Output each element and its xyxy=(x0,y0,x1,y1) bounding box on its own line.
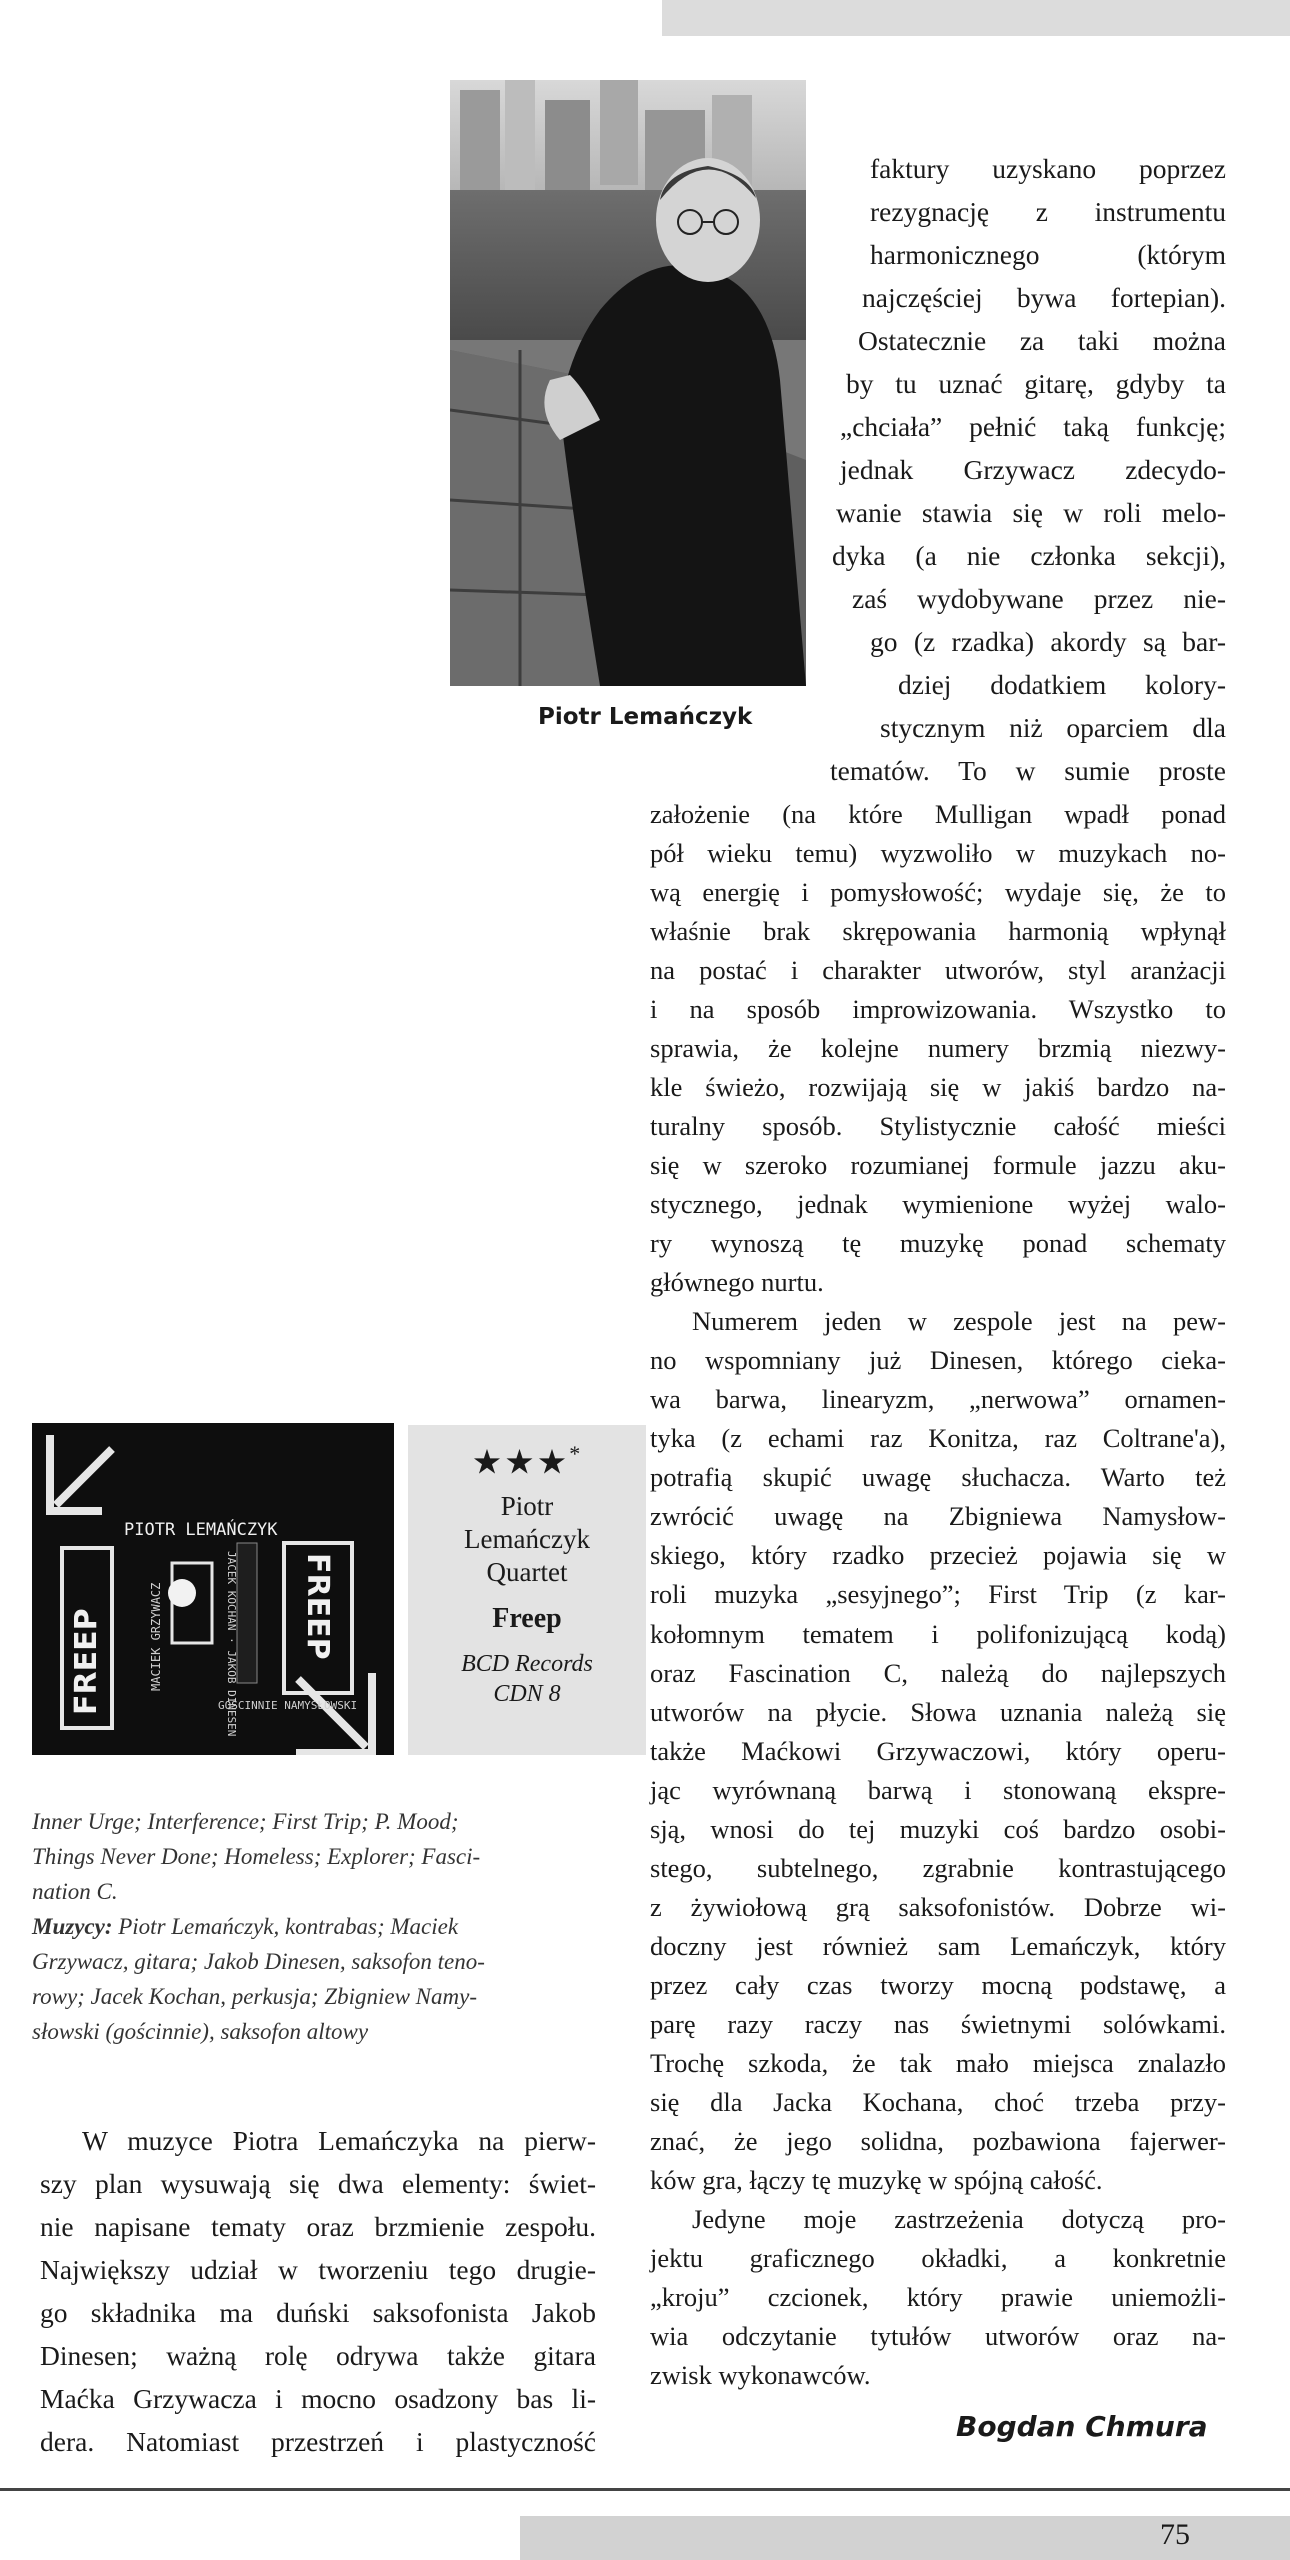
text-line: właśnie brak skrępowania harmonią wpłynął xyxy=(650,916,1226,946)
text-line: no wspomniany już Dinesen, którego cieka- xyxy=(650,1345,1226,1375)
text-line: jąc wyrównaną barwą i stonowaną ekspre- xyxy=(650,1775,1226,1805)
album-info-box xyxy=(408,1425,646,1755)
text-line: roli muzyka „sesyjnego”; First Trip (z kar- xyxy=(650,1579,1226,1609)
text-line: Ostatecznie za taki można xyxy=(858,325,1226,356)
text-line: by tu uznać gitarę, gdyby ta xyxy=(846,368,1226,399)
text-line: na postać i charakter utworów, styl aranżacji xyxy=(650,955,1226,985)
text-line: „kroju” czcionek, który prawie uniemożli- xyxy=(650,2282,1226,2312)
author-photo xyxy=(450,80,806,686)
text-line: Maćka Grzywacza i mocno osadzony bas li- xyxy=(40,2383,596,2414)
cover-title-left: FREEP xyxy=(69,1608,104,1715)
text-line: W muzyce Piotra Lemańczyka na pierw- xyxy=(82,2125,596,2156)
text-line: „chciała” pełnić taką funkcję; xyxy=(840,411,1226,442)
text-line: Dinesen; ważną rolę odrywa także gitara xyxy=(40,2340,596,2371)
musicians-line: Muzycy: Piotr Lemańczyk, kontrabas; Maciek xyxy=(32,1914,459,1939)
text-line: wa barwa, linearyzm, „nerwowa” ornamen- xyxy=(650,1384,1226,1414)
text-line: stycznego, jednak wymienione wyżej walo- xyxy=(650,1189,1226,1219)
text-line: także Maćkowi Grzywaczowi, który operu- xyxy=(650,1736,1226,1766)
photo-caption: Piotr Lemańczyk xyxy=(538,704,753,730)
text-line: tematów. To w sumie proste xyxy=(830,755,1226,786)
musicians-list xyxy=(32,1909,592,2049)
text-line: kle świeżo, rozwijają się w jakiś bardzo na- xyxy=(650,1072,1226,1102)
text-line: doczny jest również sam Lemańczyk, który xyxy=(650,1931,1226,1961)
text-line: potrafią skupić uwagę słuchacza. Warto też xyxy=(650,1462,1226,1492)
text-line: tyka (z echami raz Konitza, raz Coltrane'a), xyxy=(650,1423,1226,1453)
text-line: parę razy raczy nas świetnymi solówkami. xyxy=(650,2009,1226,2039)
text-line: rezygnację z instrumentu xyxy=(870,196,1226,227)
text-line: Jedyne moje zastrzeżenia dotyczą pro- xyxy=(692,2204,1226,2234)
text-line: jednak Grzywacz zdecydo- xyxy=(840,454,1226,485)
text-line: kołomnym tematem i polifonizującą kodą) xyxy=(650,1619,1226,1649)
text-line: go (z rzadka) akordy są bar- xyxy=(870,626,1226,657)
text-line: się w szeroko rozumianej formule jazzu aku- xyxy=(650,1150,1226,1180)
text-line: dziej dodatkiem kolory- xyxy=(898,669,1226,700)
cover-guest-text: GOŚCINNIE NAMYSŁOWSKI xyxy=(218,1699,358,1712)
text-line: szy plan wysuwają się dwa elementy: świet- xyxy=(40,2168,596,2199)
text-line: dyka (a nie członka sekcji), xyxy=(832,540,1226,571)
page-number: 75 xyxy=(1160,2518,1190,2551)
text-line: założenie (na które Mulligan wpadł ponad xyxy=(650,799,1226,829)
track-line: nation C. xyxy=(32,1879,118,1904)
text-line: sją, wnosi do tej muzyki coś bardzo osobi- xyxy=(650,1814,1226,1844)
cover-band-text: PIOTR LEMAŃCZYK xyxy=(124,1520,278,1540)
cover-names-text: MACIEK GRZYWACZ xyxy=(149,1582,163,1691)
text-line: sprawia, że kolejne numery brzmią niezwy- xyxy=(650,1033,1226,1063)
cover-title-right: FREEP xyxy=(300,1553,335,1660)
musicians-line: rowy; Jacek Kochan, perkusja; Zbigniew Namy- xyxy=(32,1984,477,2009)
text-line: harmonicznego (którym xyxy=(870,239,1226,270)
label-line: CDN 8 xyxy=(493,1681,561,1708)
text-line: nie napisane tematy oraz brzmienie zespołu. xyxy=(40,2211,596,2242)
track-line: Inner Urge; Interference; First Trip; P. Mood; xyxy=(32,1809,459,1834)
text-line: Numerem jeden w zespole jest na pew- xyxy=(692,1306,1226,1336)
header-gray-band xyxy=(662,0,1290,36)
text-line: skiego, który rzadko przecież pojawia się w xyxy=(650,1540,1226,1570)
text-line: go składnika ma duński saksofonista Jakob xyxy=(40,2297,596,2328)
album-artist xyxy=(408,1490,646,1589)
text-line: zwisk wykonawców. xyxy=(650,2360,871,2390)
text-line: się dla Jacka Kochana, choć trzeba przy- xyxy=(650,2087,1226,2117)
record-label xyxy=(408,1649,646,1709)
text-line: wanie stawia się w roli melo- xyxy=(836,497,1226,528)
author-signature: Bogdan Chmura xyxy=(956,2410,1208,2443)
text-line: dera. Natomiast przestrzeń i plastyczność xyxy=(40,2426,596,2457)
text-line: Trochę szkoda, że tak mało miejsca znalazło xyxy=(650,2048,1226,2078)
footer-rule xyxy=(0,2488,1290,2491)
track-list xyxy=(32,1804,592,1909)
text-line: oraz Fascination C, należą do najlepszych xyxy=(650,1658,1226,1688)
text-line: najczęściej bywa fortepian). xyxy=(862,282,1226,313)
text-line: faktury uzyskano poprzez xyxy=(870,153,1226,184)
text-line: ków gra, łączy tę muzykę w spójną całość. xyxy=(650,2165,1103,2195)
text-line: z żywiołową grą saksofonistów. Dobrze wi- xyxy=(650,1892,1226,1922)
text-line: pół wieku temu) wyzwoliło w muzykach no- xyxy=(650,838,1226,868)
artist-line: Quartet xyxy=(486,1557,568,1588)
label-line: BCD Records xyxy=(461,1651,593,1678)
track-line: Things Never Done; Homeless; Explorer; Fasci- xyxy=(32,1844,481,1869)
text-line: turalny sposób. Stylistycznie całość mieści xyxy=(650,1111,1226,1141)
text-line: utworów na płycie. Słowa uznania należą się xyxy=(650,1697,1226,1727)
text-line: ry wynoszą tę muzykę ponad schematy xyxy=(650,1228,1226,1258)
artist-line: Lemańczyk xyxy=(464,1524,590,1555)
half-star-icon: * xyxy=(569,1441,583,1466)
album-cover xyxy=(32,1423,394,1755)
text-line: zaś wydobywane przez nie- xyxy=(852,583,1226,614)
rating-stars xyxy=(408,1441,646,1482)
text-line: znać, że jego solidna, pozbawiona fajerwer- xyxy=(650,2126,1226,2156)
text-line: stego, subtelnego, zgrabnie kontrastującego xyxy=(650,1853,1226,1883)
text-line: zwrócić uwagę na Zbigniewa Namysłow- xyxy=(650,1501,1226,1531)
musicians-label: Muzycy: xyxy=(32,1914,113,1939)
text-line: wą energię i pomysłowość; wydaje się, że to xyxy=(650,877,1226,907)
text-line: jektu graficznego okładki, a konkretnie xyxy=(650,2243,1226,2273)
text-line: stycznym niż oparciem dla xyxy=(880,712,1226,743)
musicians-line: Grzywacz, gitara; Jakob Dinesen, saksofon teno- xyxy=(32,1949,485,1974)
text-line: i na sposób improwizowania. Wszystko to xyxy=(650,994,1226,1024)
text-line: Największy udział w tworzeniu tego drugie- xyxy=(40,2254,596,2285)
text-line: wia odczytanie tytułów utworów oraz na- xyxy=(650,2321,1226,2351)
text-line: głównego nurtu. xyxy=(650,1267,824,1297)
cover-names-text: JACEK KOCHAN · JAKOB DINESEN xyxy=(225,1551,238,1737)
artist-line: Piotr xyxy=(500,1491,554,1522)
text-line: przez cały czas tworzy mocną podstawę, a xyxy=(650,1970,1226,2000)
star-icons: ★★★ xyxy=(471,1444,570,1482)
album-title: Freep xyxy=(492,1603,562,1635)
musicians-line: słowski (gościnnie), saksofon altowy xyxy=(32,2019,369,2044)
